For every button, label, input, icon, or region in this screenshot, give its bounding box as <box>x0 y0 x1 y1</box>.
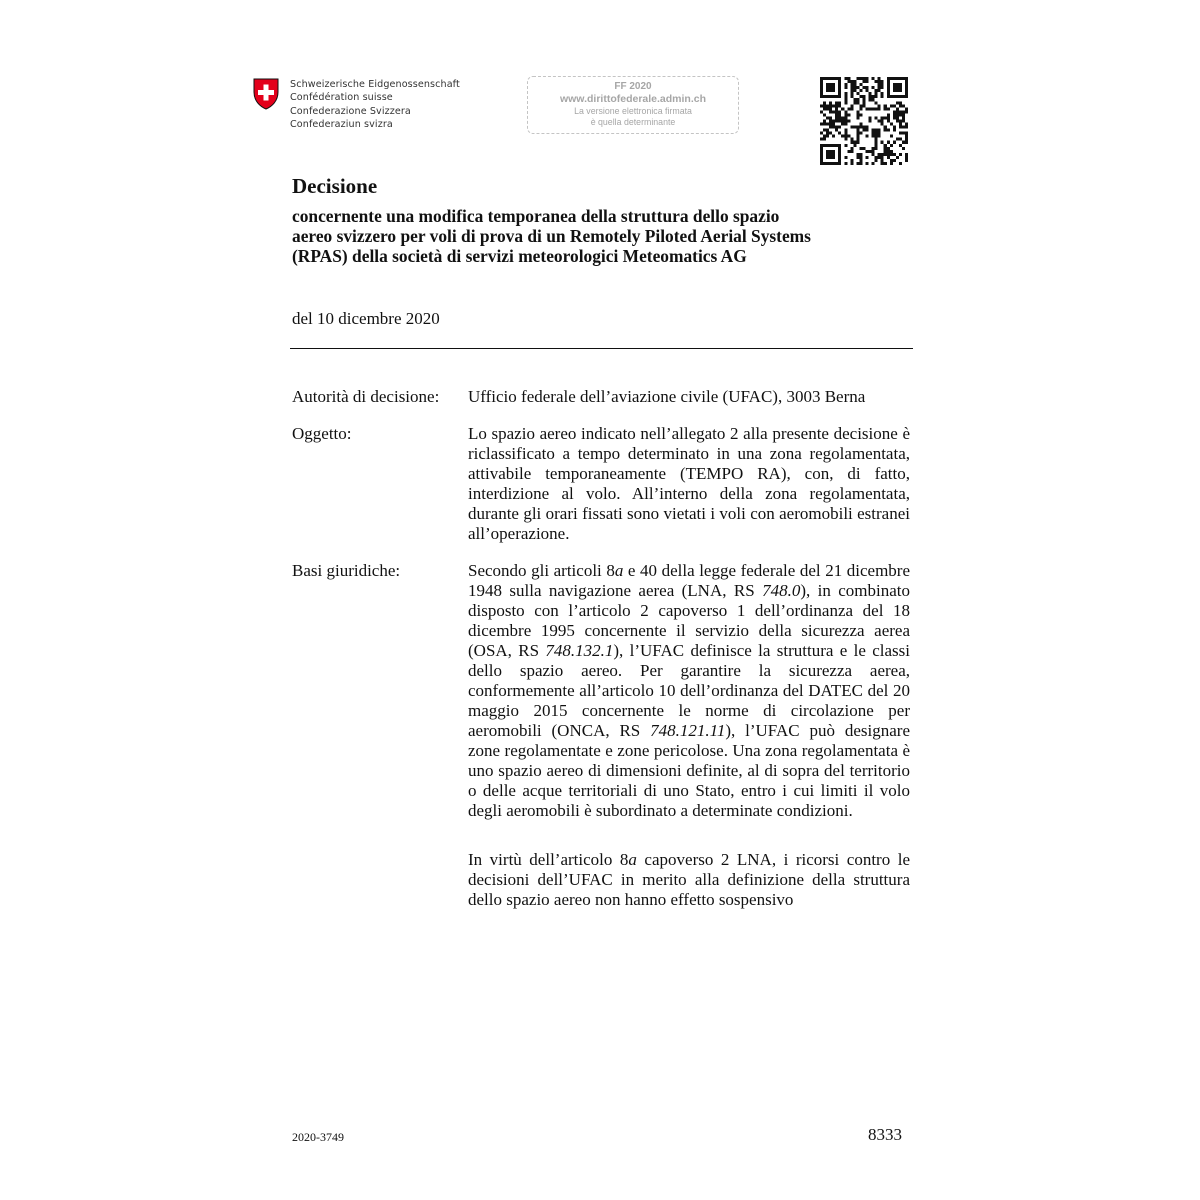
stamp-line-note1: La versione elettronica firmata <box>574 106 692 116</box>
text-run: ), l’UFAC può designare zone regolamentate e zone pericolose. Una zona regolamentata è uno spazio aereo di dimensioni definite, al di sopra del territorio o delle acque territoriali di uno Stato, entro i cui limiti il volo degli aeromobili è subordinato a determinate condizioni. <box>468 721 910 820</box>
federal-law-stamp <box>527 76 739 134</box>
document-date: del 10 dicembre 2020 <box>292 309 440 328</box>
label-autorita: Autorità di decisione: <box>292 387 440 406</box>
text-basi-giuridiche-2 <box>468 850 910 910</box>
page-number: 8333 <box>868 1125 902 1144</box>
text-run: In virtù dell’articolo 8 <box>468 850 629 869</box>
swiss-coat-of-arms-icon <box>253 78 279 110</box>
confed-name-rm: Confederaziun svizra <box>290 119 393 131</box>
document-subtitle <box>292 206 922 266</box>
stamp-line-ff: FF 2020 <box>614 81 652 92</box>
stamp-line-note2: è quella determinante <box>590 116 676 127</box>
label-basi-giuridiche: Basi giuridiche: <box>292 561 401 580</box>
subtitle-line: (RPAS) della società di servizi meteorologici Meteomatics AG <box>292 246 747 266</box>
text-run-italic: a <box>628 850 637 869</box>
document-title: Decisione <box>292 174 378 198</box>
text-run: Secondo gli articoli 8 <box>468 561 615 580</box>
confed-name-de: Schweizerische Eidgenossenschaft <box>290 79 460 90</box>
text-run-italic: 748.121.11 <box>650 721 726 740</box>
text-run: e 40 della legge federale del 21 dicembre 1948 sulla navigazione aerea (LNA, RS <box>468 561 911 600</box>
subtitle-line: aereo svizzero per voli di prova di un Remotely Piloted Aerial Systems <box>292 226 811 246</box>
label-oggetto: Oggetto: <box>292 424 352 443</box>
subtitle-line: concernente una modifica temporanea della struttura dello spazio <box>292 206 780 226</box>
document-reference: 2020-3749 <box>292 1130 344 1144</box>
text-run: capoverso 2 LNA, i ricorsi contro le decisioni dell’UFAC in merito alla definizione della struttura dello spazio aereo non hanno effetto sospensivo <box>468 850 911 909</box>
text-autorita: Ufficio federale dell’aviazione civile (UFAC), 3003 Berna <box>468 387 866 406</box>
text-run: ), in combinato disposto con l’articolo 2 capoverso 1 dell’ordinanza del 18 dicembre 1995 concernente il servizio della sicurezza aerea (OSA, RS <box>468 581 910 660</box>
text-basi-giuridiche-1 <box>468 561 910 821</box>
confed-name-fr: Confédération suisse <box>290 92 393 104</box>
text-run: ), l’UFAC definisce la struttura e le classi dello spazio aereo. Per garantire la sicurezza aerea, conformemente all’articolo 10 dell’ordinanza del DATEC del 20 maggio 2015 concernente le norme di circolazione per aeromobili (ONCA, RS <box>468 641 910 740</box>
text-run-italic: a <box>614 561 624 580</box>
header-divider <box>290 348 913 349</box>
qr-code-icon <box>820 77 908 165</box>
stamp-line-url: www.dirittofederale.admin.ch <box>559 93 707 105</box>
confed-name-it: Confederazione Svizzera <box>290 105 411 117</box>
confederation-names <box>290 78 460 132</box>
text-run-italic: 748.132.1 <box>545 641 614 660</box>
text-oggetto: Lo spazio aereo indicato nell’allegato 2 alla presente decisione è riclassificato a tempo determinato in una zona regolamentata, attivabile temporaneamente (TEMPO RA), con, di fatto, interdizione al volo. All’interno della zona regolamentata, durante gli orari fissati sono vietati i voli con aeromobili estranei all’operazione. <box>468 424 910 543</box>
text-run-italic: 748.0 <box>762 581 801 600</box>
